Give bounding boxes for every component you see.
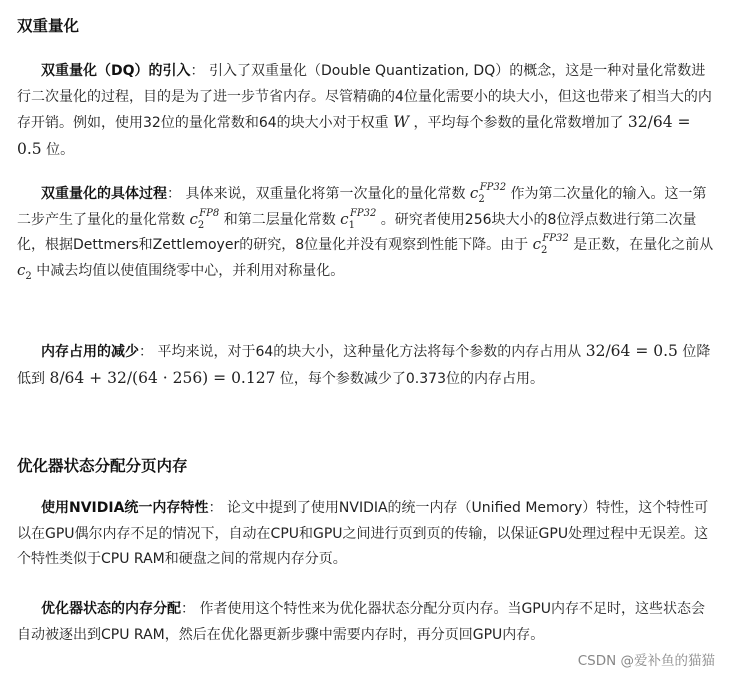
section-heading-paged-optimizer: 优化器状态分配分页内存 (17, 457, 188, 475)
math-superscript: FP32 (479, 182, 507, 193)
math-subscript: 2 (25, 270, 32, 282)
math-weight-w (393, 113, 409, 131)
paragraph-text: 位降低到 (17, 344, 711, 387)
math-subscript: 2 (540, 245, 548, 256)
paragraph-text: 。研究者使用256块大小的8位浮点数进行第二次量化，根据Dettmers和Zettlemoyer的研究，8位量化并没有观察到性能下降。由于 (17, 211, 697, 253)
math-base: c (532, 235, 541, 253)
math-expression: 8/64 + 32/(64 · 256) = 0.127 (49, 368, 276, 387)
paragraph-text: 和第二层量化常数 (219, 211, 341, 228)
math-symbol-c2-fp8 (189, 207, 220, 231)
paragraph-text: 平均来说，对于64的块大小，这种量化方法将每个参数的内存占用从 (157, 344, 586, 360)
paragraph-dq-process (17, 182, 717, 284)
math-base: c (469, 184, 479, 202)
paragraph-optimizer-state-memory (17, 597, 717, 648)
paragraph-text: 位，每个参数减少了0.373位的内存占用。 (275, 370, 544, 387)
paragraph-lead: 使用NVIDIA统一内存特性 (41, 500, 209, 516)
paragraph-memory-reduction (17, 339, 717, 392)
math-base: c (189, 209, 198, 228)
math-symbol-c2-fp32 (469, 182, 507, 205)
section-heading-double-quantization: 双重量化 (17, 17, 80, 35)
csdn-watermark: CSDN @爱补鱼的猫猫 (577, 653, 715, 669)
math-subscript: 1 (348, 219, 355, 231)
paragraph-text: 具体来说，双重量化将第一次量化的量化常数 (185, 186, 470, 202)
paragraph-separator: ： (139, 344, 158, 360)
paragraph-text: ，平均每个参数的量化常数增加了 (409, 115, 628, 131)
math-superscript: FP32 (349, 207, 377, 219)
paragraph-separator: ： (190, 63, 209, 79)
math-expression: 32/64 = 0.5 (585, 342, 678, 360)
paragraph-text: 引入了双重量化（Double Quantization, DQ）的概念，这是一种对量化常数进行二次量化的过程，目的是为了进一步节省内存。尽管精确的4位量化需要小的块大小，但这也带来了相当大的内存开销。例如，使用32位的量化常数和64的块大小对于权重 (17, 63, 712, 131)
paragraph-lead: 内存占用的减少 (41, 344, 139, 360)
paragraph-text: 中减去均值以使值围绕零中心，并利用对称量化。 (31, 262, 345, 279)
paragraph-text: 是正数，在量化之前从 (568, 237, 714, 253)
math-base: c (340, 209, 349, 228)
math-subscript: 2 (197, 219, 205, 231)
math-subscript: 2 (478, 194, 485, 205)
paragraph-text: 位。 (41, 141, 75, 158)
paragraph-lead: 优化器状态的内存分配 (41, 601, 181, 617)
math-symbol-c1-fp32 (340, 207, 377, 231)
paragraph-dq-intro (17, 59, 717, 163)
paragraph-text: 论文中提到了使用NVIDIA的统一内存（Unified Memory）特性，这个特性可以在GPU偶尔内存不足的情况下，自动在CPU和GPU之间进行页到页的传输，以保证GPU处理过程中无误差。这个特性类似于CPU RAM和硬盘之间的常规内存分页。 (17, 500, 709, 567)
paragraph-separator: ： (208, 500, 227, 516)
math-expression: 32/64 = 0.5 (17, 113, 691, 158)
paragraph-unified-memory (17, 496, 717, 573)
math-base: c (17, 260, 26, 279)
paragraph-text: 作为第二次量化的输入。这一第二步产生了量化的量化常数 (17, 186, 707, 228)
paragraph-text: 作者使用这个特性来为优化器状态分配分页内存。当GPU内存不足时，这些状态会自动被逐出到CPU RAM，然后在优化器更新步骤中需要内存时，再分页回GPU内存。 (17, 601, 705, 643)
math-superscript: FP8 (199, 207, 220, 219)
paragraph-lead: 双重量化的具体过程 (41, 186, 167, 202)
paragraph-separator: ： (181, 601, 200, 617)
math-symbol-c2-fp32 (532, 233, 569, 256)
math-variable: W (393, 113, 410, 131)
paragraph-lead: 双重量化（DQ）的引入 (41, 63, 191, 79)
math-symbol-c2 (17, 260, 32, 282)
paragraph-separator: ： (167, 186, 186, 202)
math-superscript: FP32 (542, 233, 569, 244)
